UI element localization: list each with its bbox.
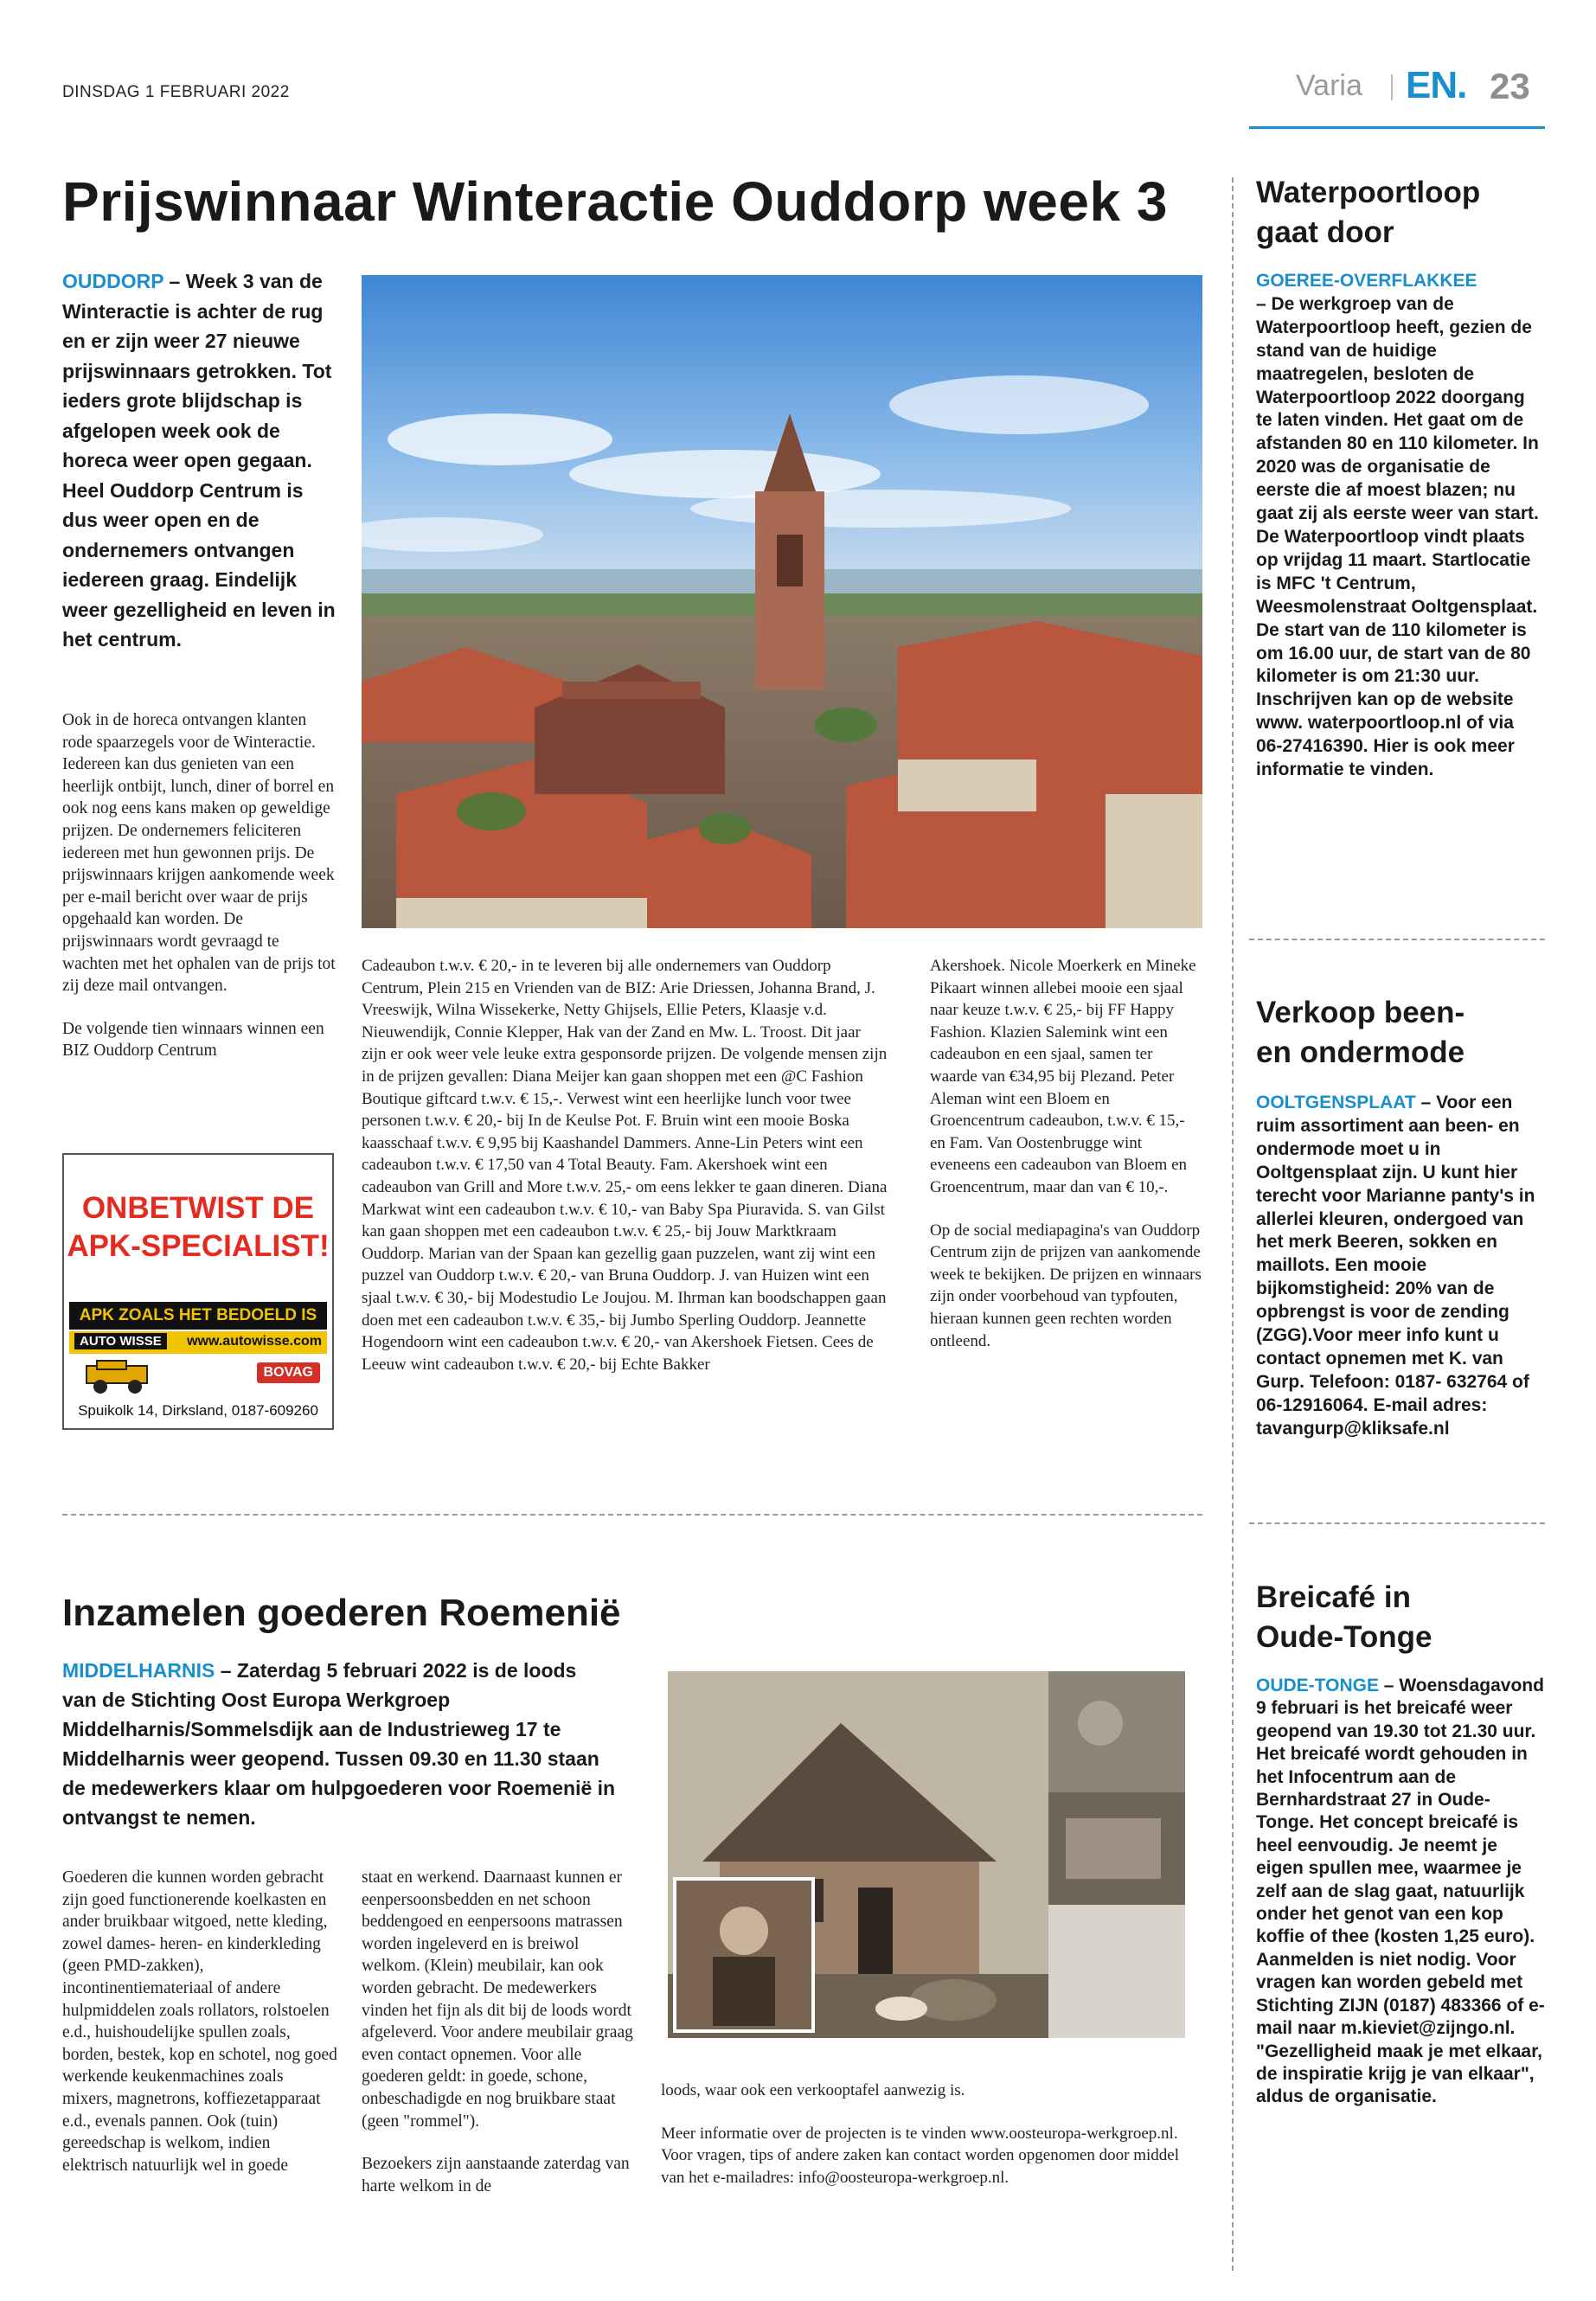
main-article-title: Prijswinnaar Winteractie Ouddorp week 3 (62, 170, 1168, 233)
ad-url[interactable]: www.autowisse.com (187, 1334, 322, 1349)
ad-address: Spuikolk 14, Dirksland, 0187-609260 (78, 1402, 318, 1419)
ad-brand: AUTO WISSE (74, 1333, 167, 1349)
jeep-icon (78, 1359, 164, 1397)
header-divider (1391, 74, 1393, 100)
second-article-col3-p2: Meer informatie over de projecten is te vinden www.oosteuropa-werkgroep.nl. Voor vragen, tips of andere zaken kan contact worden opgenomen door middel van het e-mailadres: info@oosteuropa-werkgroep.nl. (661, 2124, 1180, 2187)
main-article-place: OUDDORP (62, 270, 164, 292)
sidebar-divider-1 (1249, 939, 1545, 940)
sidebar-article2-title: Verkoop been- en ondermode (1256, 996, 1465, 1069)
main-article-col3-p1: Akershoek. Nicole Moerkerk en Mineke Pikaart winnen allebei mooie een sjaal naar keuze t.w.v. € 25,- bij FF Happy Fashion. Klazien Salemink wint een cadeaubon en een sjaal, samen ter waarde van €34,95 bij Plezand. Peter Aleman wint een Bloem en Groencentrum cadeaubon, t.w.v. € 15,- en Fam. Van Oostenbrugge wint eveneens een cadeaubon van Bloem en Groencentrum, maar dan van € 10,-. (930, 957, 1196, 1196)
second-article-lead: MIDDELHARNIS – Zaterdag 5 februari 2022 is de loods van de Stichting Oost Europa Werkgroep Middelharnis/Sommelsdijk aan de Industrieweg 17 te Middelharnis weer geopend. Tussen 09.30 en 11.30 staan de medewerkers klaar om hulpgoederen voor Roemenië in ontvangst te nemen. (62, 1659, 616, 1829)
second-article-place: MIDDELHARNIS (62, 1659, 215, 1682)
apk-advertisement[interactable] (62, 1153, 334, 1430)
second-article-col3-p1: loods, waar ook een verkooptafel aanwezig is. (661, 2081, 965, 2099)
romania-collage-photo (668, 1671, 1185, 2038)
issue-date: DINSDAG 1 FEBRUARI 2022 (62, 83, 290, 101)
page-number: 23 (1490, 66, 1530, 106)
newspaper-logo: EN. (1406, 64, 1467, 106)
sidebar-divider-2 (1249, 1522, 1545, 1524)
main-article-col1-p2: De volgende tien winnaars winnen een BIZ Ouddorp Centrum (62, 1019, 324, 1061)
header-rule (1249, 126, 1545, 129)
ad-headline: ONBETWIST DE APK-SPECIALIST! (67, 1191, 330, 1263)
main-article-lead: OUDDORP – Week 3 van de Winteractie is achter de rug en er zijn weer 27 nieuwe prijswinnaars getrokken. Tot ieders grote blijdschap is afgelopen week ook de horeca weer open gegaan. Heel Ouddorp Centrum is dus weer open en de ondernemers ontvangen iedereen graag. Eindelijk weer gezelligheid en leven in het centrum. (62, 270, 336, 651)
sidebar-article1-body: GOEREE-OVERFLAKKEE – De werkgroep van de Waterpoortloop heeft, gezien de stand van de huidige maatregelen, besloten de Waterpoortloop 2022 doorgang te laten vinden. Het gaat om de afstanden 80 en 110 kilometer. In 2020 was de organisatie de eerste die af moest blazen; nu gaat zij als eerste weer van start. De Waterpoortloop vindt plaats op vrijdag 11 maart. Startlocatie is MFC 't Centrum, Weesmolenstraat Ooltgensplaat. De start van de 110 kilometer is om 16.00 uur, de start van de 80 kilometer is om 21:30 uur. Inschrijven kan op de website www. waterpoortloop.nl of via 06-27416390. Hier is ook meer informatie te vinden. (1256, 270, 1545, 782)
second-article-title: Inzamelen goederen Roemenië (62, 1592, 621, 1634)
sidebar-article1-title: Waterpoortloop gaat door (1256, 176, 1481, 249)
sidebar-article3-place: OUDE-TONGE (1256, 1676, 1379, 1695)
main-article-col1 (62, 709, 337, 1062)
ad-strip: APK ZOALS HET BEDOELD IS (69, 1302, 327, 1330)
second-article-col1: Goederen die kunnen worden gebracht zijn goed functionerende koelkasten en ander bruikbaar witgoed, nette kleding, zowel dames- heren- en kinderkleding (geen PMD-zakken), incontinentiemateriaal of andere hulpmiddelen zoals rollators, rolstoelen e.d., huishoudelijke spullen zoals, borden, bestek, kop en schotel, nog goed werkende keukenmachines zoals mixers, magnetrons, koffiezetapparaat e.d., evenals pannen. Ook (tuin) gereedschap is welkom, indien elektrisch natuurlijk wel in goede (62, 1868, 337, 2175)
section-divider (62, 1514, 1202, 1516)
sidebar-article3-body: OUDE-TONGE – Woensdagavond 9 februari is het breicafé weer geopend van 19.30 tot 21.30 uur. Het breicafé wordt gehouden in het Infocentrum aan de Bernhardstraat 27 in Oude-Tonge. Het concept breicafé is heel eenvoudig. Je neemt je eigen spullen mee, waarmee je zelf aan de slag gaat, natuurlijk onder het genot van een kop koffie of thee (kosten 1,25 euro). Aanmelden is niet nodig. Voor vragen kan worden gebeld met Stichting ZIJN (0187) 483366 of e-mail naar m.kieviet@zijngo.nl. "Gezelligheid maak je met elkaar, de inspiratie krijg je van elkaar", aldus de organisatie. (1256, 1676, 1545, 2107)
sidebar-article2-place: OOLTGENSPLAAT (1256, 1093, 1416, 1112)
ad-brand-bar (69, 1331, 327, 1354)
second-article-col3 (661, 2080, 1197, 2189)
main-article-col3 (930, 955, 1202, 1352)
second-article-col2-p2: Bezoekers zijn aanstaande zaterdag van harte welkom in de (362, 2155, 630, 2195)
sidebar-article2-body: OOLTGENSPLAAT – Voor een ruim assortiment aan been- en ondermode moet u in Ooltgensplaat zijn. U kunt hier terecht voor Marianne panty's in allerlei kleuren, ondergoed van het merk Beeren, sokken en maillots. Een mooie bijkomstigheid: 20% van de opbrengst is voor de zending (ZGG).Voor meer info kunt u contact opnemen met K. van Gurp. Telefoon: 0187- 632764 of 06-12916064. E-mail adres: tavangurp@kliksafe.nl (1256, 1093, 1535, 1439)
main-article-col2: Cadeaubon t.w.v. € 20,- in te leveren bij alle ondernemers van Ouddorp Centrum, Plein 215 en Vrienden van de BIZ: Arie Driessen, Johanna Brand, J. Vreeswijk, Wilna Wissekerke, Netty Ghijsels, Ellie Peters, Klaasje v.d. Nieuwendijk, Connie Klepper, Hak van der Zand en Mw. L. Troost. Dit jaar zijn er ook weer vele leuke extra gesponsorde prijzen. De volgende mensen zijn in de prijzen gevallen: Diana Meijer kan gaan shoppen met een @C Fashion Boutique giftcard t.w.v. € 15,-. Verwest wint een heerlijke lunch voor twee personen t.w.v. € 20,- bij In de Keulse Pot. F. Bruin wint een mooie Boska kaasschaaf t.w.v. € 9,95 bij Kaashandel Dammers. Anne-Lin Peters wint een cadeaubon t.w.v. € 17,50 van 4 Total Beauty. Fam. Akershoek wint een cadeaubon van Grill and More t.w.v. 25,- om eens lekker te gaan dineren. Diana Markwat wint een cadeaubon t.w.v. € 10,- van Baby Spa Piuravida. S. van Gilst kan gaan shoppen met een cadeaubon t.w.v. € 25,- bij Jouw Marktkraam Ouddorp. Marian van der Spaan kan gezellig gaan puzzelen, want zij wint een puzzel van Ouddorp t.w.v. € 20,- van Bruna Ouddorp. J. van Huizen wint een sjaal t.w.v. € 30,- bij Modestudio Le Joujou. M. Ihrman kan boodschappen gaan doen met een cadeaubon t.w.v. € 35,- bij Jumbo Sperling Ouddorp. Jeannette Hogendoorn wint een cadeaubon t.w.v. € 20,- van Akershoek Fietsen. Cees de Leeuw wint cadeaubon t.w.v. € 20,- bij Echte Bakker (362, 957, 888, 1374)
second-article-col2 (362, 1867, 637, 2197)
section-label: Varia (1296, 69, 1362, 102)
main-article-col3-p2: Op de social mediapagina's van Ouddorp Centrum zijn de prijzen van aankomende week te bekijken. De prijzen en winnaars zijn onder voorbehoud van typfouten, hieraan kunnen geen rechten worden ontleend. (930, 1221, 1202, 1350)
second-article-col2-p1: staat en werkend. Daarnaast kunnen er eenpersoonsbedden en net schoon beddengoed en eenpersoons matrassen worden ingeleverd en is breiwol welkom. (Klein) meubilair, kan ook worden gebracht. De medewerkers vinden het fijn als dit bij de loods wordt afgeleverd. Voor andere meubilair graag even contact opnemen. Voor alle goederen geldt: in goede, schone, onbeschadigde en nog bruikbare staat (geen "rommel"). (362, 1868, 633, 2131)
ouddorp-aerial-photo (362, 275, 1202, 928)
sidebar-article1-place: GOEREE-OVERFLAKKEE (1256, 271, 1477, 291)
column-divider (1232, 177, 1234, 2271)
sidebar-article3-title: Breicafé in Oude-Tonge (1256, 1580, 1433, 1654)
bovag-badge: BOVAG (257, 1362, 320, 1383)
main-article-col1-p1: Ook in de horeca ontvangen klanten rode spaarzegels voor de Winteractie. Iedereen kan dus genieten van een heerlijk ontbijt, lunch, diner of borrel en ook nog eens kans maken op geweldige prijzen. De ondernemers feliciteren iedereen met hun gewonnen prijs. De prijswinnaars krijgen aankomende week per e-mail bericht over waar de prijs opgehaald kan worden. De prijswinnaars wordt gevraagd te wachten met het ophalen van de prijs tot zij deze mail ontvangen. (62, 711, 336, 996)
